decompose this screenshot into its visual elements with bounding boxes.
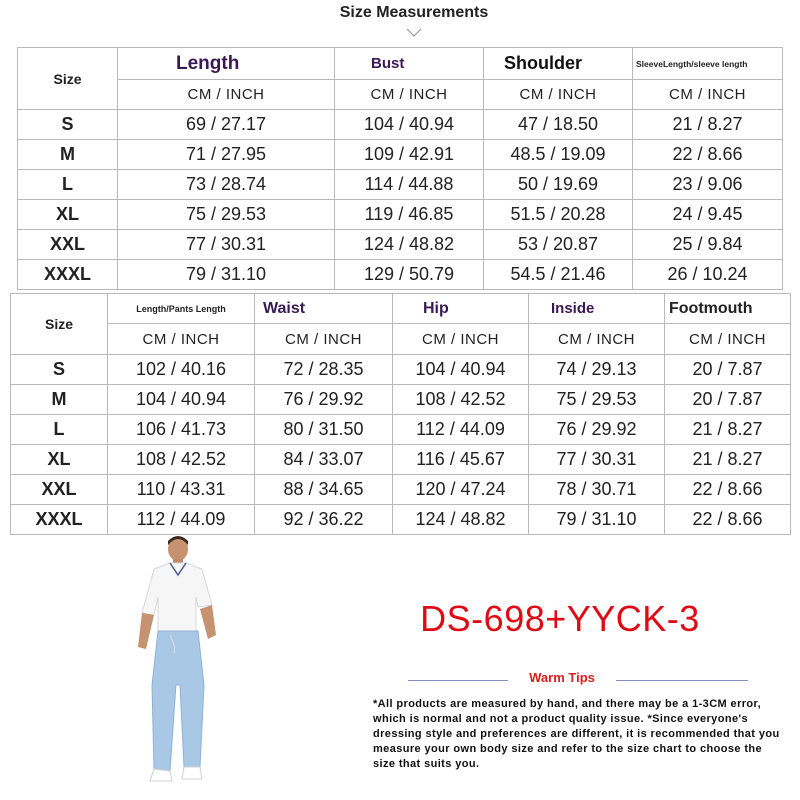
- size-label: S: [18, 110, 118, 140]
- unit-label: CM / INCH: [335, 80, 484, 110]
- top-size-table: [17, 47, 783, 290]
- unit-label: CM / INCH: [665, 324, 791, 355]
- table-row: [11, 355, 791, 385]
- product-code: DS-698+YYCK-3: [420, 598, 700, 639]
- measurement-cell: 120 / 47.24: [393, 475, 529, 505]
- measurement-cell: 75 / 29.53: [118, 200, 335, 230]
- measurement-cell: 75 / 29.53: [529, 385, 665, 415]
- measurement-cell: 109 / 42.91: [335, 140, 484, 170]
- measurement-cell: 76 / 29.92: [529, 415, 665, 445]
- table-row: [18, 260, 783, 290]
- col-header-shoulder: Shoulder: [484, 48, 633, 80]
- measurement-cell: 26 / 10.24: [633, 260, 783, 290]
- measurement-cell: 78 / 30.71: [529, 475, 665, 505]
- measurement-cell: 21 / 8.27: [633, 110, 783, 140]
- warm-tips-label: Warm Tips: [529, 670, 595, 685]
- table-row: [18, 170, 783, 200]
- measurement-cell: 22 / 8.66: [665, 505, 791, 535]
- table-row: [11, 385, 791, 415]
- measurement-cell: 104 / 40.94: [335, 110, 484, 140]
- measurement-cell: 77 / 30.31: [529, 445, 665, 475]
- measurement-cell: 47 / 18.50: [484, 110, 633, 140]
- measurement-cell: 112 / 44.09: [393, 415, 529, 445]
- page-title: Size Measurements: [339, 4, 489, 21]
- table-row: [11, 475, 791, 505]
- measurement-cell: 110 / 43.31: [108, 475, 255, 505]
- divider-left: [408, 680, 508, 681]
- col-header-pants-length: Length/Pants Length: [108, 294, 255, 324]
- measurement-cell: 50 / 19.69: [484, 170, 633, 200]
- size-label: M: [11, 385, 108, 415]
- measurement-cell: 23 / 9.06: [633, 170, 783, 200]
- measurement-cell: 84 / 33.07: [255, 445, 393, 475]
- measurement-cell: 106 / 41.73: [108, 415, 255, 445]
- measurement-cell: 72 / 28.35: [255, 355, 393, 385]
- measurement-cell: 119 / 46.85: [335, 200, 484, 230]
- measurement-cell: 22 / 8.66: [633, 140, 783, 170]
- divider-right: [616, 680, 748, 681]
- measurement-cell: 20 / 7.87: [665, 385, 791, 415]
- col-header-bust: Bust: [335, 48, 484, 80]
- measurement-cell: 73 / 28.74: [118, 170, 335, 200]
- measurement-cell: 71 / 27.95: [118, 140, 335, 170]
- unit-label: CM / INCH: [633, 80, 783, 110]
- bottom-size-table: [10, 293, 791, 535]
- size-label: L: [11, 415, 108, 445]
- measurement-cell: 48.5 / 19.09: [484, 140, 633, 170]
- measurement-cell: 24 / 9.45: [633, 200, 783, 230]
- measurement-cell: 104 / 40.94: [393, 355, 529, 385]
- size-label: M: [18, 140, 118, 170]
- chevron-down-icon: [406, 28, 422, 38]
- unit-label: CM / INCH: [484, 80, 633, 110]
- measurement-cell: 77 / 30.31: [118, 230, 335, 260]
- measurement-cell: 116 / 45.67: [393, 445, 529, 475]
- measurement-cell: 22 / 8.66: [665, 475, 791, 505]
- col-header-hip: Hip: [393, 294, 529, 324]
- measurement-cell: 108 / 42.52: [108, 445, 255, 475]
- measurement-cell: 104 / 40.94: [108, 385, 255, 415]
- size-header: Size: [18, 48, 118, 110]
- table-row: [18, 110, 783, 140]
- measurement-cell: 124 / 48.82: [393, 505, 529, 535]
- measurement-cell: 112 / 44.09: [108, 505, 255, 535]
- measurement-cell: 102 / 40.16: [108, 355, 255, 385]
- measurement-cell: 108 / 42.52: [393, 385, 529, 415]
- measurement-cell: 21 / 8.27: [665, 445, 791, 475]
- col-header-waist: Waist: [255, 294, 393, 324]
- table-row: [11, 445, 791, 475]
- measurement-cell: 79 / 31.10: [118, 260, 335, 290]
- size-label: XL: [11, 445, 108, 475]
- warm-tips-text: *All products are measured by hand, and there may be a 1-3CM error, which is normal and not a product quality issue. *Since everyone's dressing style and preferences are different, it is recommended that you measure your own body size and refer to the size chart to choose the size that suits you.: [373, 698, 780, 770]
- unit-label: CM / INCH: [255, 324, 393, 355]
- measurement-cell: 74 / 29.13: [529, 355, 665, 385]
- size-label: XXXL: [18, 260, 118, 290]
- size-label: XXL: [11, 475, 108, 505]
- col-header-sleeve-length: SleeveLength/sleeve length: [633, 48, 783, 80]
- measurement-cell: 80 / 31.50: [255, 415, 393, 445]
- measurement-cell: 54.5 / 21.46: [484, 260, 633, 290]
- measurement-cell: 20 / 7.87: [665, 355, 791, 385]
- size-header: Size: [11, 294, 108, 355]
- measurement-cell: 88 / 34.65: [255, 475, 393, 505]
- col-header-length: Length: [118, 48, 335, 80]
- size-label: XXL: [18, 230, 118, 260]
- table-row: [18, 140, 783, 170]
- measurement-cell: 25 / 9.84: [633, 230, 783, 260]
- size-label: XL: [18, 200, 118, 230]
- col-header-footmouth: Footmouth: [665, 294, 791, 324]
- measurement-cell: 51.5 / 20.28: [484, 200, 633, 230]
- measurement-cell: 79 / 31.10: [529, 505, 665, 535]
- measurement-cell: 129 / 50.79: [335, 260, 484, 290]
- table-row: [11, 415, 791, 445]
- col-header-inside: Inside: [529, 294, 665, 324]
- model-photo: [120, 535, 250, 800]
- measurement-cell: 114 / 44.88: [335, 170, 484, 200]
- unit-label: CM / INCH: [529, 324, 665, 355]
- table-row: [18, 230, 783, 260]
- measurement-cell: 21 / 8.27: [665, 415, 791, 445]
- size-label: L: [18, 170, 118, 200]
- measurement-cell: 69 / 27.17: [118, 110, 335, 140]
- table-row: [18, 200, 783, 230]
- size-label: XXXL: [11, 505, 108, 535]
- unit-label: CM / INCH: [393, 324, 529, 355]
- unit-label: CM / INCH: [118, 80, 335, 110]
- measurement-cell: 92 / 36.22: [255, 505, 393, 535]
- table-row: [11, 505, 791, 535]
- measurement-cell: 76 / 29.92: [255, 385, 393, 415]
- unit-label: CM / INCH: [108, 324, 255, 355]
- size-label: S: [11, 355, 108, 385]
- measurement-cell: 53 / 20.87: [484, 230, 633, 260]
- measurement-cell: 124 / 48.82: [335, 230, 484, 260]
